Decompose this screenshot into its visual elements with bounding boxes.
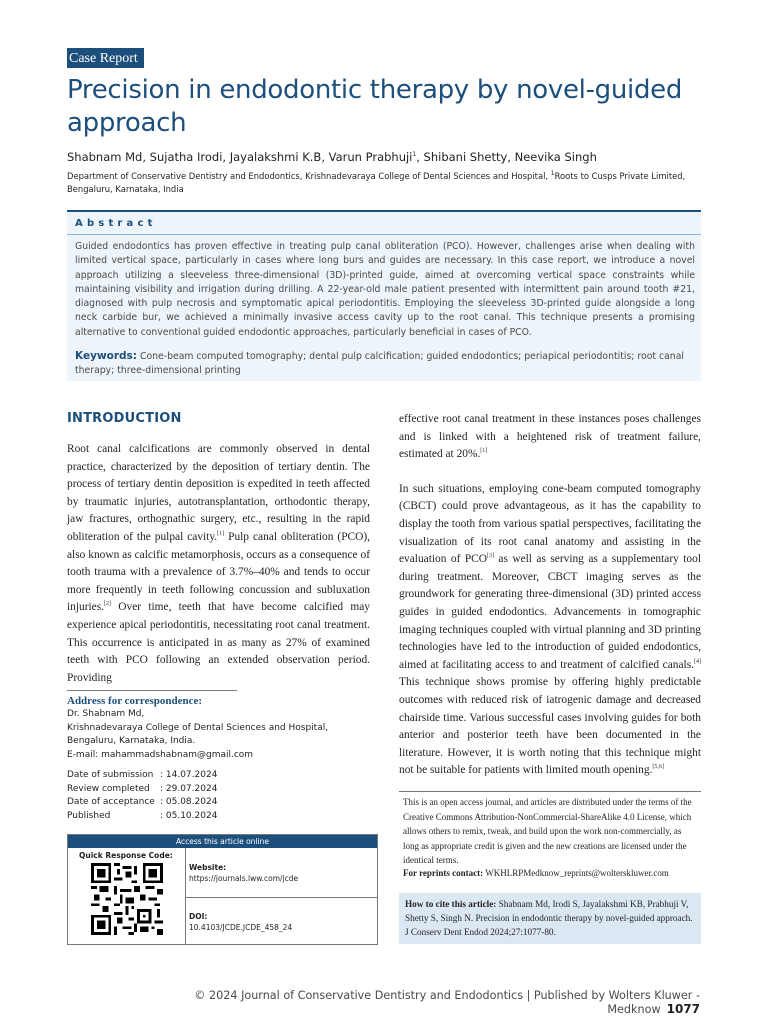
keywords-label: Keywords: xyxy=(75,350,137,362)
citation-ref[interactable]: [3] xyxy=(486,553,494,560)
reprints-email[interactable]: WKHLRPMedknow_reprints@wolterskluwer.com xyxy=(485,868,669,878)
page-number: 1077 xyxy=(666,1002,700,1016)
author-sup: 1 xyxy=(412,151,417,159)
abstract-heading: Abstract xyxy=(75,218,157,229)
doi-label: DOI: xyxy=(189,912,208,921)
author-list xyxy=(67,150,707,164)
affiliation-rest: Roots to Cusps Private Limited, Bengaluru, Karnataka, India xyxy=(67,171,686,194)
correspondence-name: Dr. Shabnam Md, xyxy=(67,709,145,719)
reprints-label: For reprints contact: xyxy=(403,868,484,878)
date-value: : 14.07.2024 xyxy=(160,770,218,780)
citation-ref[interactable]: [2] xyxy=(104,601,112,608)
para-text: This technique shows promise by offering highly predictable outcomes with reduced risk of iatrogenic damage and decreased chairside time. Various successful cases involving guides for both anterior and posterior teeth have been documented in the literature. However, it is worth noting that this technique might not be suitable for patients with limited mouth opening. xyxy=(399,676,701,777)
para-text: In such situations, employing cone-beam computed tomography (CBCT) could prove advantageous, as it has the capability to display the tooth from various spatial perspectives, facilitating the visualization of its root canal anatomy and assisting in the evaluation of PCO xyxy=(399,482,701,566)
license-text: This is an open access journal, and articles are distributed under the terms of the Creative Commons Attribution-NonCommercial-ShareAlike 4.0 License, which allows others to remix, tweak, and build upon the work non-commercially, as long as appropriate credit is given and the new creations are licensed under the identical terms. xyxy=(399,791,701,868)
website-label: Website: xyxy=(189,863,227,872)
access-heading: Access this article online xyxy=(68,835,377,848)
article-type-tag: Case Report xyxy=(67,48,144,68)
date-label: Date of acceptance xyxy=(67,797,155,807)
affiliation-main: Department of Conservative Dentistry and Endodontics, Krishnadevaraya College of Dental Sciences and Hospital, xyxy=(67,171,551,181)
keywords xyxy=(75,349,695,378)
left-column-text xyxy=(67,441,370,687)
affiliation xyxy=(67,170,707,196)
cite-label: How to cite this article: xyxy=(405,899,497,909)
qr-cell xyxy=(68,848,186,944)
authors-rest: , Shibani Shetty, Neevika Singh xyxy=(416,150,597,164)
date-label: Review completed xyxy=(67,783,150,794)
authors-part: Shabnam Md, Sujatha Irodi, Jayalakshmi K.B, Varun Prabhuji xyxy=(67,150,413,164)
abstract-box xyxy=(67,210,701,381)
doi-cell xyxy=(186,898,377,944)
date-label: Date of submission xyxy=(67,770,154,780)
citation-ref[interactable]: [5,6] xyxy=(652,764,664,771)
right-paragraph-2 xyxy=(399,481,701,780)
date-row xyxy=(67,810,217,824)
how-to-cite-box xyxy=(399,893,701,944)
website-link[interactable]: https://journals.lww.com/jcde xyxy=(189,874,299,883)
section-heading-introduction: INTRODUCTION xyxy=(67,411,182,426)
date-value: : 05.08.2024 xyxy=(160,797,218,807)
article-title: Precision in endodontic therapy by novel-guided approach xyxy=(67,75,683,138)
para-text: Pulp canal obliteration (PCO), also known as calcific metamorphosis, occurs as a consequence of tooth trauma with a prevalence of 3.7%–40% and tends to occur more frequently in teeth following concussion and subluxation injuries. xyxy=(67,530,370,614)
citation-ref[interactable]: [1] xyxy=(480,448,488,455)
correspondence-heading: Address for correspondence: xyxy=(67,695,203,707)
date-label: Published xyxy=(67,810,111,821)
affiliation-sup: 1 xyxy=(550,170,555,178)
date-row xyxy=(67,796,217,810)
correspondence-institution: Krishnadevaraya College of Dental Sciences and Hospital, xyxy=(67,722,329,733)
correspondence-block xyxy=(67,694,377,762)
website-cell xyxy=(186,848,377,898)
abstract-text: Guided endodontics has proven effective in treating pulp canal obliteration (PCO). However, challenges arise when dealing with limited vertical space, particularly in cases where long burs and guides are necessary. In this case report, we introduce a novel approach utilizing a sleeveless three-dimensional (3D)-printed guide, aimed at overcoming vertical space constraints while maintaining visibility and irrigation during drilling. A 22-year-old male patient presented with intermittent pain around tooth #21, diagnosed with pulp necrosis and symptomatic apical periodontitis. Employing the sleeveless 3D-printed guide alongside a long neck carbide bur, we achieved a minimally invasive access cavity up to the root canal. This technique presents a promising alternative to conventional guided endodontic approaches, particularly beneficial in cases of PCO. xyxy=(75,241,695,338)
date-value: : 29.07.2024 xyxy=(160,783,218,794)
para-text: Root canal calcifications are commonly observed in dental practice, characterized by the deposition of tertiary dentin. The process of tertiary dentin deposition is expedited in teeth affected by traumatic injuries, autotransplantation, orthodontic therapy, jaw fractures, orthognathic surgery, etc., resulting in the rapid obliteration of the pulpal cavity. xyxy=(67,443,370,543)
citation-ref[interactable]: [4] xyxy=(694,658,701,665)
doi-link[interactable]: 10.4103/JCDE.JCDE_458_24 xyxy=(189,923,293,932)
footer-text: © 2024 Journal of Conservative Dentistry and Endodontics | Published by Wolters Kluwer - Medknow xyxy=(194,989,700,1016)
para-text: as well as serving as a supplementary tool during treatment. Moreover, CBCT imaging serves as the groundwork for generating three-dimensional (3D) printed access guides in guided endodontics. Advancements in tomographic imaging techniques coupled with virtual planning and 3D printing technologies have led to the introduction of guided endodontics, aimed at facilitating access to and treatment of calcified canals. xyxy=(399,553,701,671)
date-value: : 05.10.2024 xyxy=(160,810,218,821)
citation-ref[interactable]: [1] xyxy=(217,531,225,538)
reprints-contact xyxy=(403,868,669,878)
keywords-text: Cone-beam computed tomography; dental pulp calcification; guided endodontics; periapical periodontitis; root canal therapy; three-dimensional printing xyxy=(75,351,684,376)
qr-label: Quick Response Code: xyxy=(79,851,173,860)
date-row xyxy=(67,783,217,797)
page-footer xyxy=(140,989,700,1016)
cite-text: Shabnam Md, Irodi S, Jayalakshmi KB, Prabhuji V, Shetty S, Singh N. Precision in endodontic therapy by novel-guided approach. J Conserv Dent Endod 2024;27:1077-80. xyxy=(405,899,693,938)
abstract-divider xyxy=(67,234,701,235)
para-text: Over time, teeth that have become calcified may experience apical periodontitis, necessitating root canal treatment. This occurrence is anticipated in as many as 27% of examined teeth with PCO following an extended observation period. Providing xyxy=(67,601,370,684)
right-paragraph-1 xyxy=(399,411,701,464)
right-column-text xyxy=(399,411,701,780)
para-text: effective root canal treatment in these instances poses challenges and is linked with a heightened risk of treatment failure, estimated at 20%. xyxy=(399,413,701,461)
correspondence-divider xyxy=(67,690,237,691)
date-row xyxy=(67,769,217,783)
publication-dates xyxy=(67,769,217,823)
qr-code-icon[interactable] xyxy=(91,863,163,935)
access-online-box xyxy=(67,834,378,945)
correspondence-city: Bengaluru, Karnataka, India. xyxy=(67,736,196,747)
correspondence-email[interactable]: E-mail: mahammadshabnam@gmail.com xyxy=(67,749,254,760)
